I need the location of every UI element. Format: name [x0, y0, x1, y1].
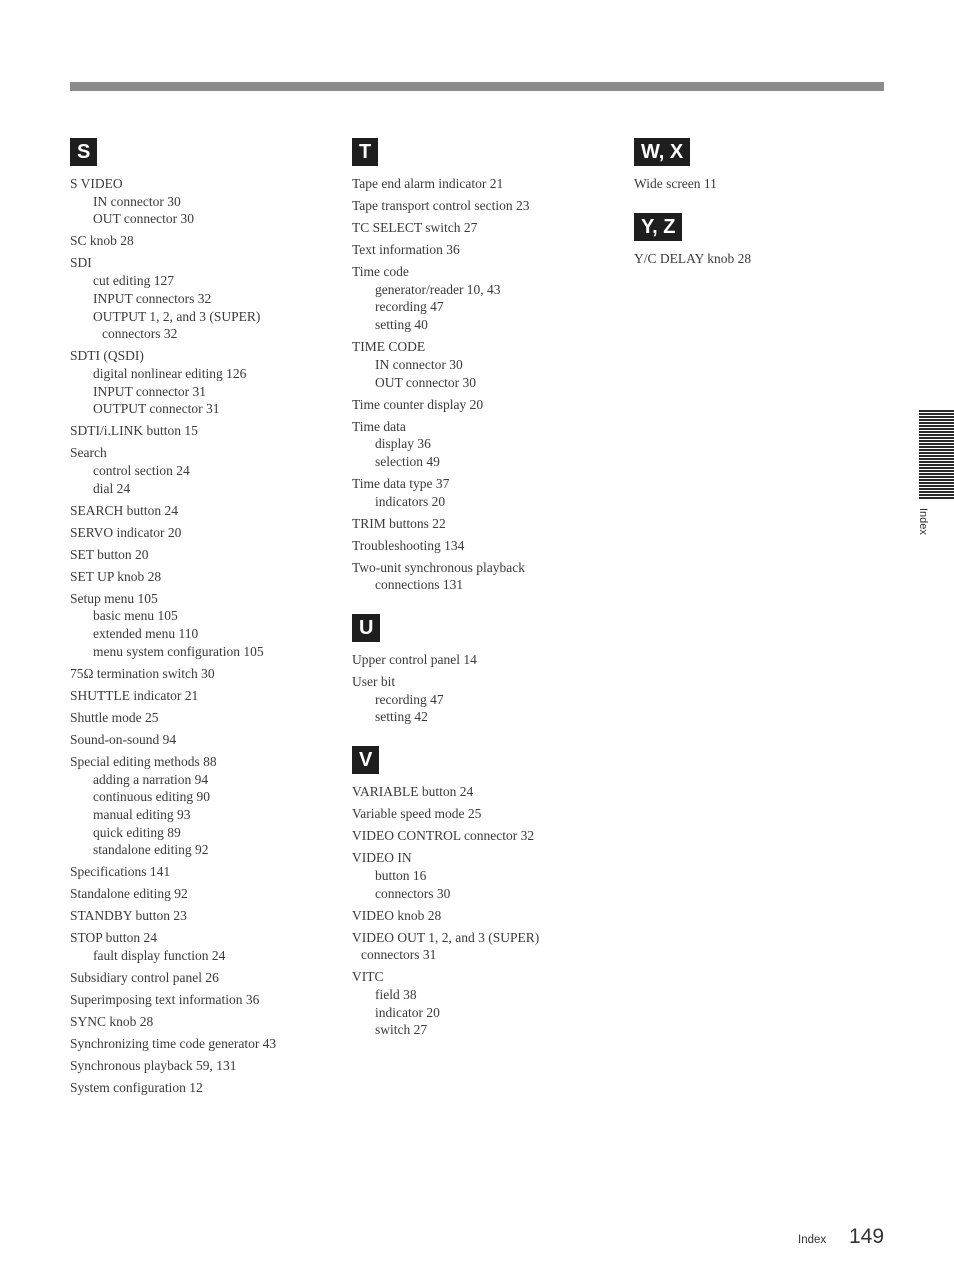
- index-term: TRIM buttons 22: [352, 515, 446, 531]
- index-subterm-continuation: connectors 32: [102, 326, 178, 342]
- index-term: Tape transport control section 23: [352, 198, 530, 213]
- index-subterm: adding a narration 94: [93, 771, 209, 787]
- index-entry: [70, 885, 340, 903]
- index-entry: [70, 731, 340, 749]
- index-entry: [352, 805, 622, 823]
- index-subterm: setting 40: [375, 317, 428, 333]
- entry-list-yz: [634, 250, 884, 268]
- index-subterm: switch 27: [375, 1022, 428, 1038]
- index-term: Setup menu 105: [70, 590, 158, 606]
- index-term: Upper control panel 14: [352, 652, 477, 668]
- index-subterm: extended menu 110: [93, 626, 199, 642]
- index-entry: [352, 537, 622, 555]
- section-letter-wx: W, X: [634, 138, 690, 166]
- side-tab-label: Index: [917, 508, 929, 535]
- index-entry: [352, 515, 622, 533]
- index-subterm: OUT connector 30: [93, 211, 194, 227]
- index-entry: [70, 1057, 340, 1075]
- index-entry: [352, 241, 622, 259]
- index-entry: [352, 338, 622, 391]
- index-subterm: basic menu 105: [93, 608, 178, 624]
- index-entry: [352, 929, 622, 964]
- index-subterm: setting 42: [375, 709, 428, 725]
- column-s: [70, 138, 340, 1097]
- index-term: VIDEO OUT 1, 2, and 3 (SUPER): [352, 929, 540, 945]
- index-entry: [70, 175, 340, 228]
- index-term: Two-unit synchronous playback: [352, 559, 526, 575]
- index-subterm: continuous editing 90: [93, 789, 210, 805]
- entry-list-wx: [634, 175, 884, 193]
- index-entry: [352, 673, 622, 726]
- section-letter-s: S: [70, 138, 97, 166]
- index-entry: [70, 1013, 340, 1031]
- entry-list-v: [352, 783, 622, 1039]
- index-entry: [70, 422, 340, 440]
- index-subterm: display 36: [375, 436, 431, 452]
- index-subterm: cut editing 127: [93, 273, 174, 289]
- index-term: User bit: [352, 674, 396, 690]
- section-letter-u: U: [352, 614, 380, 642]
- index-term: SET UP knob 28: [70, 568, 162, 584]
- index-term: STANDBY button 23: [70, 908, 187, 924]
- index-entry: [352, 197, 622, 215]
- index-entry: [70, 232, 340, 250]
- index-term: SDTI (QSDI): [70, 348, 144, 364]
- index-subterm: generator/reader 10, 43: [375, 281, 501, 297]
- index-entry: [352, 263, 622, 334]
- section-s: [70, 138, 340, 1097]
- index-term: SDI: [70, 255, 92, 271]
- index-entry: [352, 396, 622, 414]
- index-entry: [352, 907, 622, 925]
- index-entry: [70, 991, 340, 1009]
- index-term: VIDEO CONTROL connector 32: [352, 828, 535, 844]
- index-term: Time data: [352, 418, 406, 434]
- index-term: Superimposing text information 36: [70, 992, 260, 1008]
- index-entry: [352, 783, 622, 801]
- index-term-continuation: connectors 31: [361, 947, 437, 963]
- section-letter-t: T: [352, 138, 378, 166]
- index-term: TIME CODE: [352, 339, 426, 355]
- column-t-u-v: [352, 138, 622, 1039]
- index-entry: [352, 418, 622, 471]
- index-subterm: OUT connector 30: [375, 374, 476, 390]
- index-entry: [634, 250, 884, 268]
- index-term: TC SELECT switch 27: [352, 220, 478, 235]
- index-subterm: INPUT connectors 32: [93, 290, 212, 306]
- index-term: Variable speed mode 25: [352, 806, 482, 822]
- index-subterm: IN connector 30: [375, 356, 463, 372]
- index-subterm: recording 47: [375, 299, 444, 315]
- index-term: VITC: [352, 969, 384, 985]
- index-thumb-tab: [919, 410, 954, 500]
- index-entry: [352, 175, 622, 193]
- index-subterm: OUTPUT 1, 2, and 3 (SUPER): [93, 308, 261, 324]
- index-subterm: OUTPUT connector 31: [93, 401, 220, 417]
- index-entry: [70, 907, 340, 925]
- index-term: Time code: [352, 264, 409, 279]
- index-entry: [70, 254, 340, 343]
- section-v: [352, 746, 622, 1039]
- index-term: SDTI/i.LINK button 15: [70, 423, 198, 439]
- index-subterm: quick editing 89: [93, 824, 181, 840]
- index-entry: [70, 1079, 340, 1097]
- index-term: Standalone editing 92: [70, 886, 188, 902]
- index-entry: [70, 969, 340, 987]
- section-wx: [634, 138, 884, 193]
- index-term: Tape end alarm indicator 21: [352, 176, 504, 191]
- index-subterm: connections 131: [375, 577, 464, 593]
- index-entry: [634, 175, 884, 193]
- index-entry: [70, 546, 340, 564]
- header-rule: [70, 82, 884, 91]
- index-term: Shuttle mode 25: [70, 709, 159, 725]
- index-term: VARIABLE button 24: [352, 784, 474, 800]
- section-yz: [634, 213, 884, 268]
- index-entry: [352, 651, 622, 669]
- index-entry: [70, 568, 340, 586]
- index-term: 75Ω termination switch 30: [70, 665, 215, 681]
- index-subterm: menu system configuration 105: [93, 643, 264, 659]
- index-subterm: control section 24: [93, 463, 190, 479]
- index-term: Sound-on-sound 94: [70, 731, 177, 747]
- index-subterm: dial 24: [93, 480, 131, 496]
- index-term: Time counter display 20: [352, 396, 484, 412]
- index-term: SYNC knob 28: [70, 1014, 154, 1030]
- index-term: SC knob 28: [70, 233, 134, 249]
- index-subterm: button 16: [375, 867, 427, 883]
- index-term: Wide screen 11: [634, 176, 717, 191]
- index-term: Search: [70, 445, 107, 461]
- index-entry: [352, 219, 622, 237]
- index-entry: [70, 709, 340, 727]
- index-term: Subsidiary control panel 26: [70, 970, 219, 986]
- index-subterm: manual editing 93: [93, 806, 191, 822]
- index-subterm: indicator 20: [375, 1004, 440, 1020]
- index-term: Synchronizing time code generator 43: [70, 1036, 277, 1052]
- index-term: Text information 36: [352, 242, 460, 257]
- index-entry: [70, 665, 340, 683]
- index-term: Time data type 37: [352, 475, 450, 491]
- index-entry: [352, 827, 622, 845]
- index-term: Synchronous playback 59, 131: [70, 1058, 237, 1074]
- index-entry: [70, 590, 340, 661]
- index-term: S VIDEO: [70, 176, 123, 191]
- index-entry: [352, 968, 622, 1039]
- index-subterm: IN connector 30: [93, 193, 181, 209]
- entry-list-u: [352, 651, 622, 726]
- index-term: SET button 20: [70, 546, 149, 562]
- index-entry: [352, 559, 622, 594]
- index-term: System configuration 12: [70, 1080, 203, 1096]
- index-subterm: field 38: [375, 986, 417, 1002]
- section-u: [352, 614, 622, 726]
- index-subterm: indicators 20: [375, 493, 446, 509]
- index-entry: [352, 849, 622, 902]
- index-term: VIDEO knob 28: [352, 907, 442, 923]
- index-entry: [70, 444, 340, 497]
- section-t: [352, 138, 622, 594]
- entry-list-s: [70, 175, 340, 1097]
- index-subterm: INPUT connector 31: [93, 383, 206, 399]
- index-subterm: standalone editing 92: [93, 842, 209, 858]
- index-term: Troubleshooting 134: [352, 537, 465, 553]
- index-entry: [70, 863, 340, 881]
- section-letter-v: V: [352, 746, 379, 774]
- index-entry: [70, 929, 340, 964]
- index-entry: [352, 475, 622, 510]
- index-subterm: selection 49: [375, 453, 440, 469]
- page-number: 149: [849, 1225, 885, 1248]
- index-entry: [70, 1035, 340, 1053]
- section-letter-yz: Y, Z: [634, 213, 682, 241]
- index-term: Special editing methods 88: [70, 753, 217, 769]
- index-term: VIDEO IN: [352, 850, 412, 866]
- index-term: SEARCH button 24: [70, 502, 179, 518]
- index-term: Specifications 141: [70, 864, 171, 880]
- index-entry: [70, 524, 340, 542]
- index-entry: [70, 502, 340, 520]
- index-term: STOP button 24: [70, 930, 158, 946]
- index-subterm: recording 47: [375, 691, 444, 707]
- index-term: SHUTTLE indicator 21: [70, 687, 199, 703]
- index-entry: [70, 753, 340, 859]
- index-subterm: digital nonlinear editing 126: [93, 365, 247, 381]
- footer-section-label: Index: [798, 1234, 827, 1246]
- index-subterm: fault display function 24: [93, 948, 226, 964]
- index-entry: [70, 687, 340, 705]
- index-entry: [70, 347, 340, 418]
- entry-list-t: [352, 175, 622, 594]
- index-term: SERVO indicator 20: [70, 524, 182, 540]
- index-term: Y/C DELAY knob 28: [634, 250, 752, 266]
- column-w-y: [634, 138, 884, 267]
- index-subterm: connectors 30: [375, 885, 451, 901]
